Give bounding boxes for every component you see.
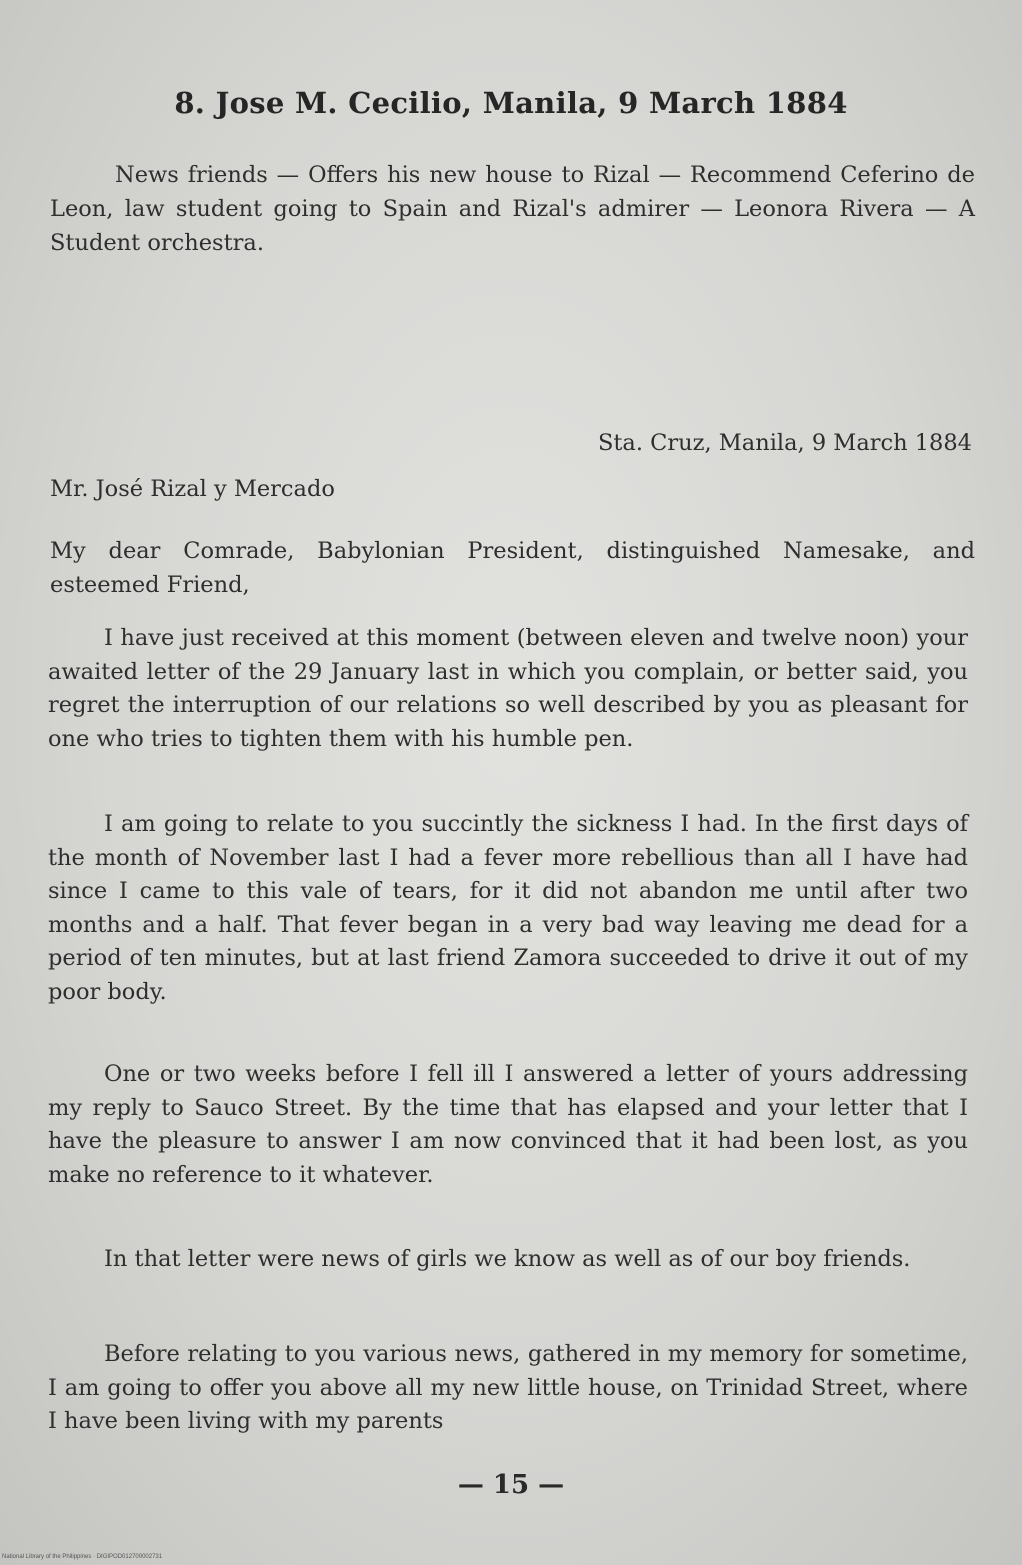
letter-heading: 8. Jose M. Cecilio, Manila, 9 March 1884 (174, 86, 848, 120)
page-number: — 15 — (457, 1470, 565, 1500)
letter-addressee: Mr. José Rizal y Mercado (50, 476, 335, 502)
letter-paragraph: One or two weeks before I fell ill I answered a letter of yours addressing my reply to Sauco Street. By the time that has elapsed and your letter that I have the pleasure to answer I am now convinced that it had been lost, as you make no reference to it whatever. (48, 1061, 968, 1188)
letter-paragraph: I am going to relate to you succintly the sickness I had. In the first days of the month of November last I had a fever more rebellious than all I have had since I came to this vale of tears, for it did not abandon me until after two months and a half. That fever began in a very bad way leaving me dead for a period of ten minutes, but at last friend Zamora succeeded to drive it out of my poor body. (48, 811, 968, 1005)
letter-paragraph: I have just received at this moment (between eleven and twelve noon) your awaited letter of the 29 January last in which you complain, or better said, you regret the interruption of our relations so well described by you as pleasant for one who tries to tighten them with his humble pen. (48, 625, 968, 752)
scan-source-footer: National Library of the Philippines · DIGIPOD012700002731 (2, 1554, 163, 1560)
letter-salutation: My dear Comrade, Babylonian President, distinguished Namesake, and esteemed Friend, (50, 538, 975, 598)
letter-paragraph: Before relating to you various news, gathered in my memory for sometime, I am going to offer you above all my new little house, on Trinidad Street, where I have been living with my parents (48, 1341, 968, 1434)
letter-summary: News friends — Offers his new house to Rizal — Recommend Ceferino de Leon, law student going to Spain and Rizal's admirer — Leonora Rivera — A Student orchestra. (50, 162, 975, 256)
letter-paragraph: In that letter were news of girls we know as well as of our boy friends. (104, 1246, 911, 1272)
letter-dateline: Sta. Cruz, Manila, 9 March 1884 (597, 430, 972, 456)
